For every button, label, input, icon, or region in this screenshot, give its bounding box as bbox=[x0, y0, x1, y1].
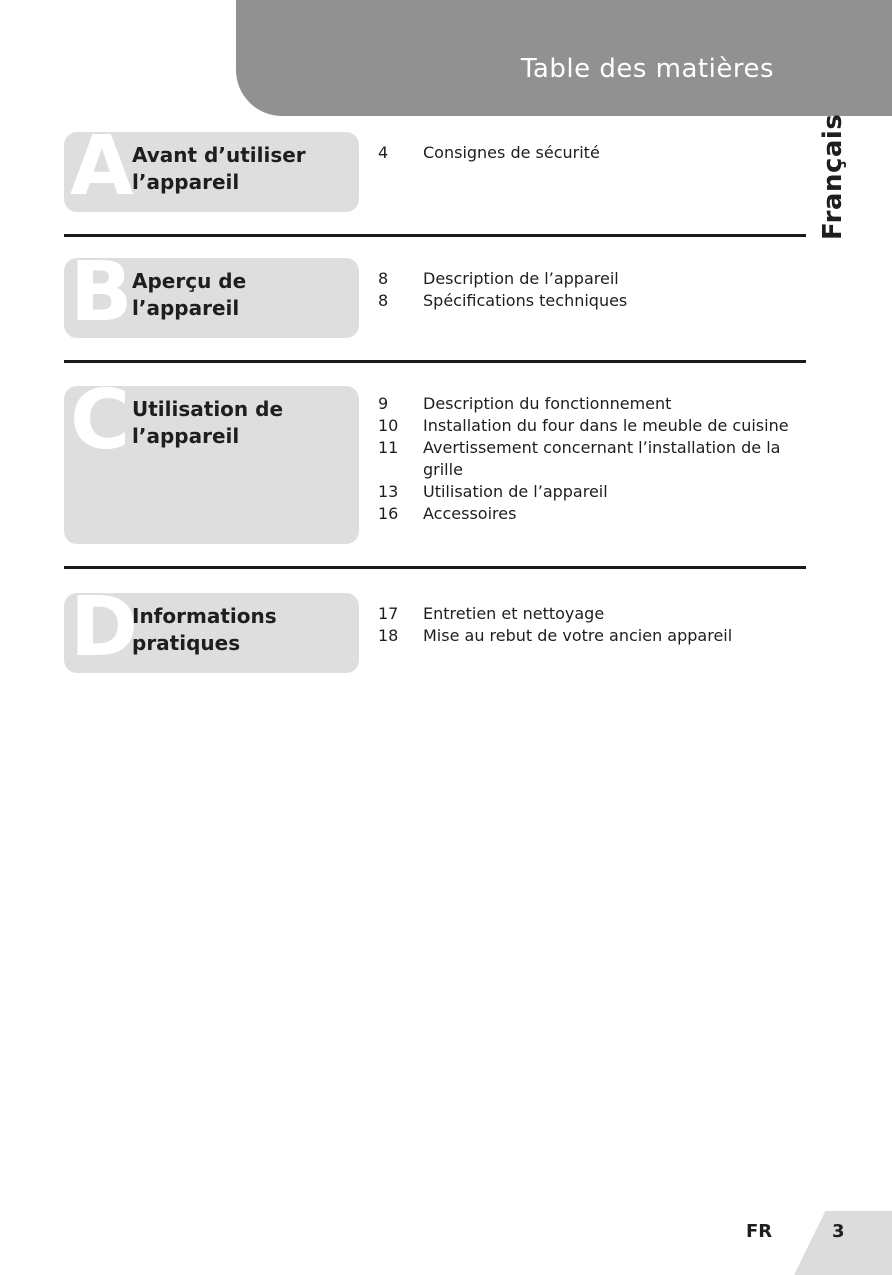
header-band bbox=[236, 0, 892, 116]
toc-entry[interactable] bbox=[378, 603, 798, 625]
section-title: Utilisation de l’appareil bbox=[132, 397, 284, 448]
section-header-box bbox=[64, 593, 359, 673]
section-title: Aperçu de l’appareil bbox=[132, 269, 247, 320]
toc-entry-text: Consignes de sécurité bbox=[423, 143, 600, 162]
footer-language-code: FR bbox=[746, 1221, 773, 1242]
toc-entries bbox=[378, 142, 798, 164]
page-title: Table des matières bbox=[520, 54, 774, 84]
toc-entry[interactable] bbox=[378, 268, 798, 290]
language-tab: Français bbox=[818, 113, 848, 240]
toc-entry-text: Accessoires bbox=[423, 504, 517, 523]
section-letter: A bbox=[70, 132, 134, 212]
toc-entry-page: 9 bbox=[378, 394, 389, 413]
toc-entry[interactable] bbox=[378, 393, 798, 415]
toc-entry-page: 8 bbox=[378, 291, 389, 310]
toc-entry[interactable] bbox=[378, 625, 798, 647]
section-title: Informations pratiques bbox=[132, 604, 277, 655]
toc-entry-page: 17 bbox=[378, 604, 399, 623]
toc-entry-page: 16 bbox=[378, 504, 399, 523]
toc-entry-text: Avertissement concernant l’installation de la grille bbox=[423, 438, 781, 479]
section-header-box bbox=[64, 386, 359, 544]
toc-entry-text: Spécifications techniques bbox=[423, 291, 628, 310]
toc-entry-page: 13 bbox=[378, 482, 399, 501]
toc-entry-text: Utilisation de l’appareil bbox=[423, 482, 608, 501]
section-header-box bbox=[64, 258, 359, 338]
section-divider bbox=[64, 566, 806, 569]
toc-entry-page: 4 bbox=[378, 143, 389, 162]
toc-entry[interactable] bbox=[378, 503, 798, 525]
toc-entry[interactable] bbox=[378, 415, 798, 437]
section-letter: B bbox=[70, 258, 133, 338]
toc-entries bbox=[378, 603, 798, 647]
toc-entries bbox=[378, 268, 798, 312]
toc-entries bbox=[378, 393, 798, 525]
toc-entry-page: 10 bbox=[378, 416, 399, 435]
toc-entry-page: 8 bbox=[378, 269, 389, 288]
section-title: Avant d’utiliser l’appareil bbox=[132, 143, 306, 194]
toc-entry-text: Installation du four dans le meuble de cuisine bbox=[423, 416, 789, 435]
toc-entry[interactable] bbox=[378, 290, 798, 312]
toc-entry-page: 18 bbox=[378, 626, 399, 645]
toc-entry[interactable] bbox=[378, 437, 798, 481]
section-letter: C bbox=[70, 386, 131, 468]
toc-entry[interactable] bbox=[378, 481, 798, 503]
toc-entry-text: Entretien et nettoyage bbox=[423, 604, 605, 623]
section-letter: D bbox=[70, 593, 139, 673]
toc-entry-text: Description de l’appareil bbox=[423, 269, 619, 288]
toc-entry-text: Mise au rebut de votre ancien appareil bbox=[423, 626, 733, 645]
page-number: 3 bbox=[832, 1221, 845, 1242]
section-header-box bbox=[64, 132, 359, 212]
toc-entry-page: 11 bbox=[378, 438, 399, 457]
toc-entry-text: Description du fonctionnement bbox=[423, 394, 672, 413]
section-divider bbox=[64, 234, 806, 237]
toc-entry[interactable] bbox=[378, 142, 798, 164]
section-divider bbox=[64, 360, 806, 363]
